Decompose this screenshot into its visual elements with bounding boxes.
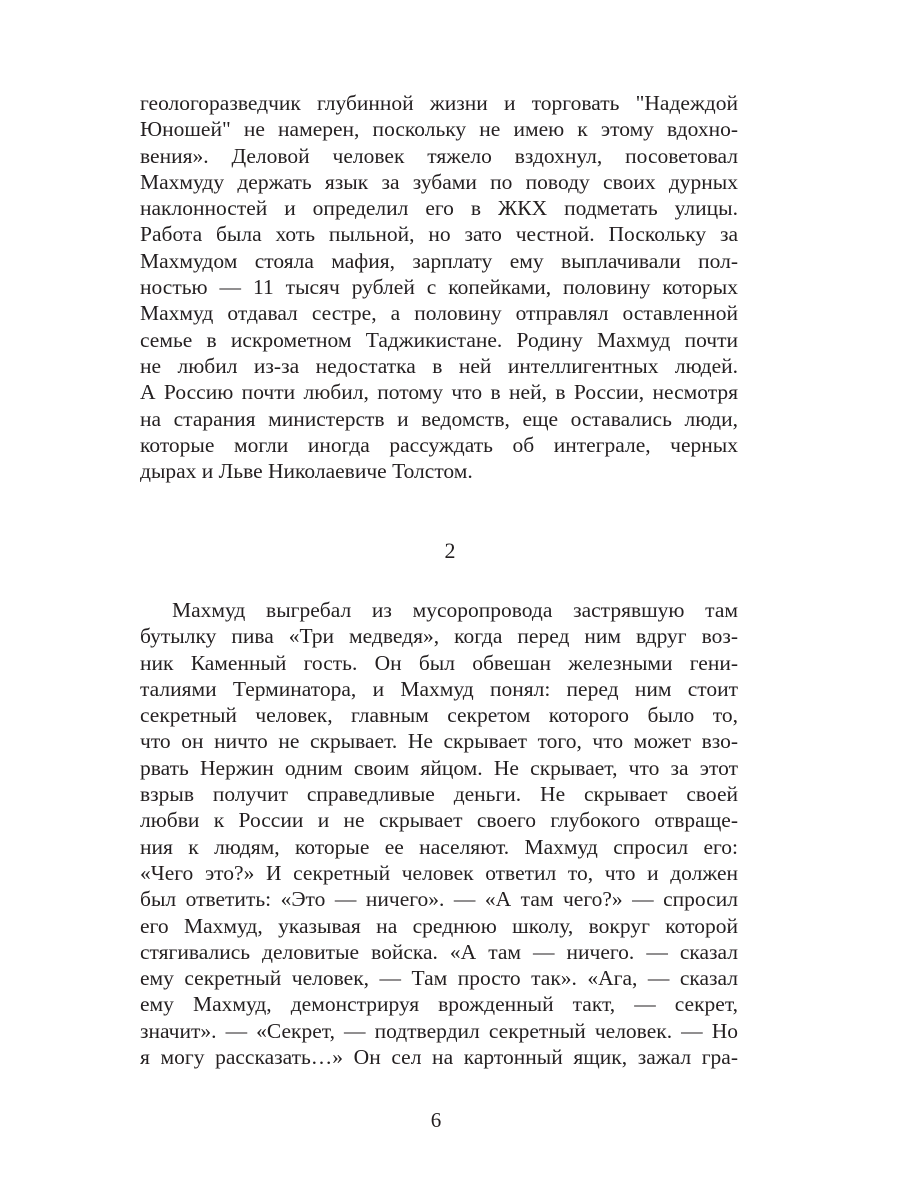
paragraph-continued [140, 90, 738, 484]
text-line: Юношей" не намерен, поскольку не имею к этому вдохно- [140, 117, 738, 142]
text-line: ему секретный человек, — Там просто так». «Ага, — сказал [140, 966, 738, 991]
text-line: я могу рассказать…» Он сел на картонный ящик, зажал гра- [140, 1045, 738, 1070]
text-line: ник Каменный гость. Он был обвешан железными гени- [140, 650, 738, 675]
text-line: бутылку пива «Три медведя», когда перед ним вдруг воз- [140, 624, 738, 649]
text-line: Махмудом стояла мафия, зарплату ему выплачивали пол- [140, 248, 738, 273]
text-line: семье в искрометном Таджикистане. Родину Махмуд почти [140, 327, 738, 352]
text-line: секретный человек, главным секретом которого было то, [140, 703, 738, 728]
page-number: 6 [430, 1108, 442, 1132]
text-line: талиями Терминатора, и Махмуд понял: перед ним стоит [140, 676, 738, 701]
text-line: на старания министерств и ведомств, еще оставались люди, [140, 406, 738, 431]
text-line: которые могли иногда рассуждать об интеграле, черных [140, 432, 738, 457]
text-line: ностью — 11 тысяч рублей с копейками, половину которых [140, 275, 738, 300]
text-line: значит». — «Секрет, — подтвердил секретный человек. — Но [140, 1018, 738, 1043]
text-line: его Махмуд, указывая на среднюю школу, вокруг которой [140, 913, 738, 938]
text-line: А Россию почти любил, потому что в ней, в России, несмотря [140, 380, 738, 405]
text-line: не любил из-за недостатка в ней интеллигентных людей. [140, 353, 738, 378]
text-line: вения». Деловой человек тяжело вздохнул, посоветовал [140, 143, 738, 168]
text-line: рвать Нержин одним своим яйцом. Не скрывает, что за этот [140, 755, 738, 780]
paragraph-chapter-2 [140, 597, 738, 1070]
text-line: ему Махмуд, демонстрируя врожденный такт, — секрет, [140, 992, 738, 1017]
text-line: что он ничто не скрывает. Не скрывает того, что может взо- [140, 729, 738, 754]
text-line: Махмуд отдавал сестре, а половину отправлял оставленной [140, 301, 738, 326]
text-line: дырах и Льве Николаевиче Толстом. [140, 459, 473, 484]
text-line: геологоразведчик глубинной жизни и торговать "Надеждой [140, 91, 738, 115]
text-line: Махмуд выгребал из мусоропровода застрявшую там [172, 598, 738, 622]
text-line: любви к России и не скрывает своего глубокого отвраще- [140, 808, 738, 833]
text-line: наклонностей и определил его в ЖКХ подметать улицы. [140, 196, 738, 221]
text-line: «Чего это?» И секретный человек ответил то, что и должен [140, 860, 738, 885]
text-line: был ответить: «Это — ничего». — «А там чего?» — спросил [140, 887, 738, 912]
chapter-number: 2 [444, 538, 456, 563]
text-line: стягивались деловитые войска. «А там — ничего. — сказал [140, 939, 738, 964]
text-line: взрыв получит справедливые деньги. Не скрывает своей [140, 782, 738, 807]
text-line: Работа была хоть пыльной, но зато честной. Поскольку за [140, 222, 738, 247]
text-line: Махмуду держать язык за зубами по поводу своих дурных [140, 169, 738, 194]
text-line: ния к людям, которые ее населяют. Махмуд спросил его: [140, 834, 738, 859]
